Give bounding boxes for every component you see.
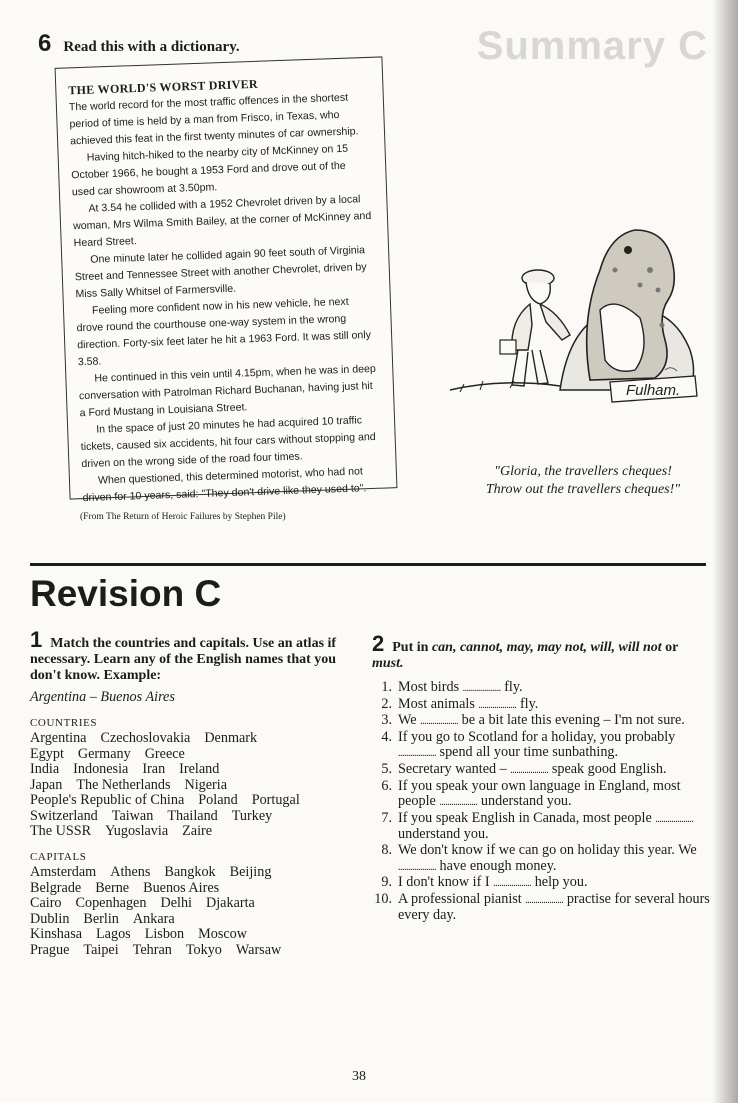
capital-name: Delhi (160, 895, 192, 911)
article-paragraph: One minute later he collided again 90 feet south of Virginia Street and Tennessee Street with another Chevrolet, driven by Miss Sally Whitsel of Farmersville. (74, 244, 367, 301)
item-text-after: speak good English. (551, 760, 667, 777)
capital-name: Bangkok (164, 864, 216, 880)
countries-list (30, 731, 350, 840)
capital-name: Lagos (96, 926, 131, 942)
article-headline: THE WORLD'S WORST DRIVER (68, 76, 259, 98)
capitals-list (30, 865, 350, 958)
country-name: Switzerland (30, 807, 98, 824)
exercise-2-instruction (372, 631, 712, 672)
article-paragraph: Having hitch-hiked to the nearby city of McKinney on 15 October 1966, he bought a 1953 Ford and drove out of the used car showroom at 3.50pm. (71, 142, 349, 199)
item-number: 2. (381, 695, 392, 712)
exercise-2-items (372, 680, 712, 924)
item-text-before: Most animals (398, 695, 475, 712)
country-name: Greece (144, 745, 185, 762)
answer-blank[interactable]: ................... (420, 716, 459, 728)
country-name: People's Republic of China (30, 792, 185, 808)
capital-name: Tokyo (185, 941, 222, 958)
article-paragraph: He continued in this vein until 4.15pm, when he was in deep conversation with Patrolman Richard Buchanan, having just hit a Ford Mustang in Louisiana Street. (78, 362, 376, 420)
capital-name: Amsterdam (30, 864, 97, 880)
capital-name: Copenhagen (75, 895, 147, 911)
exercise-item (372, 875, 712, 892)
instruction-words: can, cannot, may, may not, will, will not (431, 640, 662, 655)
word-row (30, 943, 350, 959)
word-row (30, 731, 350, 747)
item-text-after: have enough money. (439, 857, 557, 874)
country-name: Yugoslavia (105, 823, 169, 839)
item-text-before: Most birds (398, 679, 460, 695)
capital-name: Ankara (132, 910, 175, 927)
item-text-after: understand you. (480, 793, 572, 810)
article-paragraph: In the space of just 20 minutes he had acquired 10 traffic tickets, caused six accidents, hit four cars without stopping and driven on the wrong side of the road four times. (80, 414, 376, 471)
instruction-last: must. (372, 656, 404, 671)
item-text-after: fly. (519, 695, 539, 712)
country-name: Czechoslovakia (100, 730, 191, 746)
exercise-number: 6 (38, 30, 52, 57)
item-text-before: Secretary wanted – (398, 760, 507, 777)
answer-blank[interactable]: ................... (462, 683, 501, 694)
country-name: Thailand (167, 807, 218, 824)
country-name: Portugal (251, 792, 300, 808)
country-name: The Netherlands (76, 776, 171, 793)
item-text-before: A professional pianist (398, 890, 522, 907)
ghost-heading-summary: Summary C (476, 24, 708, 68)
item-number: 8. (381, 841, 392, 858)
item-text-before: If you speak your own language in England, most people (398, 777, 681, 810)
instruction-prefix: Put in (392, 640, 429, 655)
word-row (30, 778, 350, 794)
answer-blank[interactable]: ................... (525, 894, 564, 906)
page-number: 38 (352, 1069, 366, 1084)
exercise-example: Argentina – Buenos Aires (30, 689, 175, 705)
word-row (30, 747, 350, 763)
item-text-after: fly. (504, 679, 523, 695)
cartoon-sign-text: Fulham. (626, 382, 681, 399)
exercise-instruction-text: Match the countries and capitals. Use an atlas if necessary. Learn any of the English names that you don't know. Example: (30, 636, 337, 683)
country-name: Nigeria (184, 776, 228, 793)
capital-name: Berne (95, 879, 130, 896)
item-number: 3. (381, 712, 392, 729)
article-paragraph: When questioned, this determined motorist, who had not driven for 10 years, said: "They don't drive like they used to". (82, 465, 367, 505)
exercise-item (372, 730, 712, 762)
item-text-after: spend all your time sunbathing. (439, 744, 619, 761)
cartoon-caption-line: "Gloria, the travellers cheques! (494, 464, 672, 479)
item-text-before: I don't know if I (398, 874, 490, 891)
word-row (30, 912, 350, 928)
country-name: Indonesia (73, 761, 129, 777)
item-text-before: If you speak English in Canada, most people (398, 809, 652, 826)
exercise-6-header (38, 30, 240, 58)
capital-name: Cairo (30, 895, 62, 911)
word-row (30, 865, 350, 881)
capital-name: Berlin (83, 910, 119, 927)
word-row (30, 809, 350, 825)
exercise-1-instruction (30, 627, 350, 684)
cartoon-caption (452, 463, 714, 499)
country-name: Taiwan (111, 807, 154, 824)
section-divider (30, 563, 706, 566)
item-number: 7. (381, 809, 392, 826)
answer-blank[interactable]: ................... (398, 861, 436, 873)
item-number: 10. (374, 890, 392, 907)
page-binding-shadow (712, 0, 738, 1103)
country-name: Denmark (204, 730, 258, 746)
item-number: 1. (381, 679, 392, 695)
country-name: Germany (77, 745, 131, 762)
word-row (30, 896, 350, 912)
exercise-number: 1 (30, 627, 43, 652)
answer-blank[interactable]: ................... (398, 748, 436, 760)
answer-blank[interactable]: ................... (510, 764, 549, 776)
cartoon-illustration (440, 200, 712, 420)
word-row (30, 762, 350, 778)
capital-name: Athens (110, 864, 151, 880)
item-text-before: We (398, 712, 417, 729)
cartoon-caption-line: Throw out the travellers cheques!" (485, 482, 681, 497)
country-name: The USSR (30, 823, 92, 839)
answer-blank[interactable]: ................... (493, 878, 532, 890)
country-name: Ireland (179, 761, 220, 777)
exercise-item (372, 811, 712, 843)
country-name: Iran (142, 761, 166, 777)
country-name: Poland (198, 792, 238, 808)
capital-name: Djakarta (205, 895, 255, 911)
capital-name: Tehran (132, 941, 172, 958)
instruction-or: or (665, 640, 679, 655)
capital-name: Belgrade (30, 879, 82, 896)
answer-blank[interactable]: ................... (439, 797, 478, 809)
exercise-item (372, 697, 712, 714)
country-name: Argentina (30, 730, 87, 746)
revision-title: Revision C (30, 573, 222, 614)
item-number: 4. (381, 728, 392, 745)
item-text-after: practise for several hours every day. (398, 890, 710, 924)
item-text-after: be a bit late this evening – I'm not sure. (461, 712, 685, 729)
item-number: 6. (381, 777, 392, 794)
exercise-2 (372, 631, 712, 924)
word-row (30, 881, 350, 897)
exercise-item (372, 843, 712, 875)
capital-name: Warsaw (235, 941, 282, 958)
answer-blank[interactable]: ................... (478, 699, 517, 711)
capital-name: Prague (30, 941, 70, 958)
country-name: Zaire (182, 823, 213, 839)
item-text-after: help you. (534, 874, 588, 891)
capital-name: Dublin (30, 910, 70, 927)
capitals-label: CAPITALS (30, 850, 87, 863)
exercise-number: 2 (372, 631, 385, 656)
answer-blank[interactable]: ................... (655, 813, 694, 825)
exercise-item (372, 892, 712, 924)
exercise-1 (30, 627, 350, 958)
country-name: Egypt (30, 745, 64, 762)
item-text-before: We don't know if we can go on holiday this year. We (398, 841, 697, 858)
article-paragraph: The world record for the most traffic offences in the shortest period of time is held by a man from Frisco, in Texas, who achieved this feat in the first twenty minutes of car ownership. (68, 91, 359, 148)
capital-name: Taipei (83, 941, 119, 958)
item-number: 5. (381, 760, 392, 777)
capital-name: Buenos Aires (143, 879, 220, 896)
article-source: (From The Return of Heroic Failures by Stephen Pile) (80, 512, 286, 522)
capital-name: Beijing (229, 864, 272, 880)
article-paragraph: Feeling more confident now in his new vehicle, he next drove round the courthouse one-way system in the wrong direction. Forty-six feet later he hit a 1963 Ford. It was still only 3.58. (76, 295, 372, 369)
country-name: Japan (30, 776, 63, 793)
item-text-after: understand you. (398, 826, 489, 843)
exercise-instruction: Read this with a dictionary. (63, 39, 240, 55)
country-name: India (30, 761, 60, 777)
word-row (30, 793, 350, 809)
capital-name: Moscow (198, 926, 247, 942)
exercise-item (372, 762, 712, 779)
word-row (30, 824, 350, 840)
item-number: 9. (381, 874, 392, 891)
word-row (30, 927, 350, 943)
article-paragraph: At 3.54 he collided with a 1952 Chevrolet driven by a local woman, Mrs Wilma Smith Bailey, at the corner of McKinney and Heard Street. (72, 193, 372, 250)
exercise-item (372, 680, 712, 697)
item-text-before: If you go to Scotland for a holiday, you probably (398, 728, 676, 745)
capital-name: Lisbon (144, 926, 185, 942)
capital-name: Kinshasa (30, 926, 83, 942)
exercise-item (372, 713, 712, 730)
countries-label: COUNTRIES (30, 716, 98, 729)
article-box (55, 56, 398, 505)
exercise-item (372, 779, 712, 811)
country-name: Turkey (231, 807, 273, 824)
